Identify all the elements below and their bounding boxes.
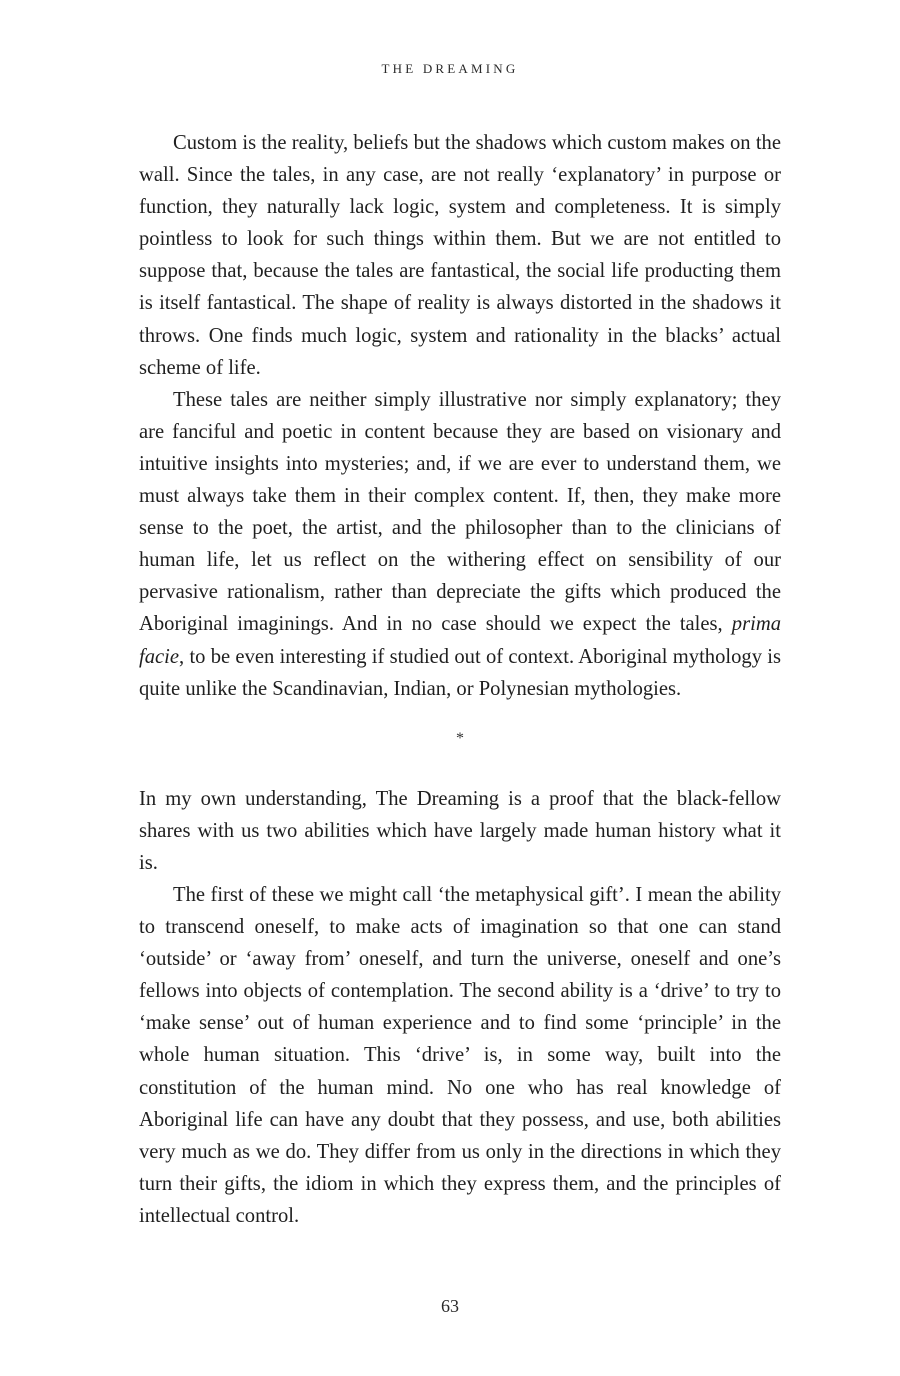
paragraph-tales-text-1: These tales are neither simply illustrative nor simply explanatory; they are fanciful and poetic in content because they are based on visionary and intuitive insights into mysteries; and, if we are ever to understand them, we must always take them in their complex content. If, then, they make more sense to the poet, the artist, and the philosopher than to the clinicians of human life, let us reflect on the withering effect on sensibility of our pervasive rationalism, rather than depreciate the gifts which produced the Aboriginal imaginings. And in no case should we expect the tales, [139, 388, 781, 636]
body-text [139, 127, 781, 1232]
running-head: THE DREAMING [381, 61, 519, 76]
paragraph-tales [139, 384, 781, 705]
italic-prima-facie: prima facie [139, 613, 781, 668]
paragraph-metaphysical-gift: The first of these we might call ‘the metaphysical gift’. I mean the ability to transcend oneself, to make acts of imagination so that one can stand ‘outside’ or ‘away from’ oneself, and turn the universe, oneself and one’s fellows into objects of contemplation. The second ability is a ‘drive’ to try to ‘make sense’ out of human experience and to find some ‘principle’ in the whole human situation. This ‘drive’ is, in some way, built into the constitution of the human mind. No one who has real knowledge of Aboriginal life can have any doubt that they possess, and use, both abilities very much as we do. They differ from us only in the directions in which they turn their gifts, the idiom in which they express them, and the principles of intellectual control. [139, 883, 781, 1227]
page-number: 63 [441, 1296, 459, 1316]
paragraph-understanding: In my own understanding, The Dreaming is a proof that the black-fellow shares with us two abilities which have largely made human history what it is. [139, 787, 781, 874]
paragraph-custom: Custom is the reality, beliefs but the shadows which custom makes on the wall. Since the tales, in any case, are not really ‘explanatory’ in purpose or function, they naturally lack logic, system and completeness. It is simply pointless to look for such things within them. But we are not entitled to suppose that, because the tales are fantastical, the social life producting them is itself fantastical. The shape of reality is always distorted in the shadows it throws. One finds much logic, system and rationality in the blacks’ actual scheme of life. [139, 132, 781, 379]
section-break-asterisk: * [456, 729, 464, 747]
paragraph-tales-text-2: , to be even interesting if studied out of context. Aboriginal mythology is quite unlike the Scandinavian, Indian, or Polynesian mythologies. [139, 645, 781, 700]
